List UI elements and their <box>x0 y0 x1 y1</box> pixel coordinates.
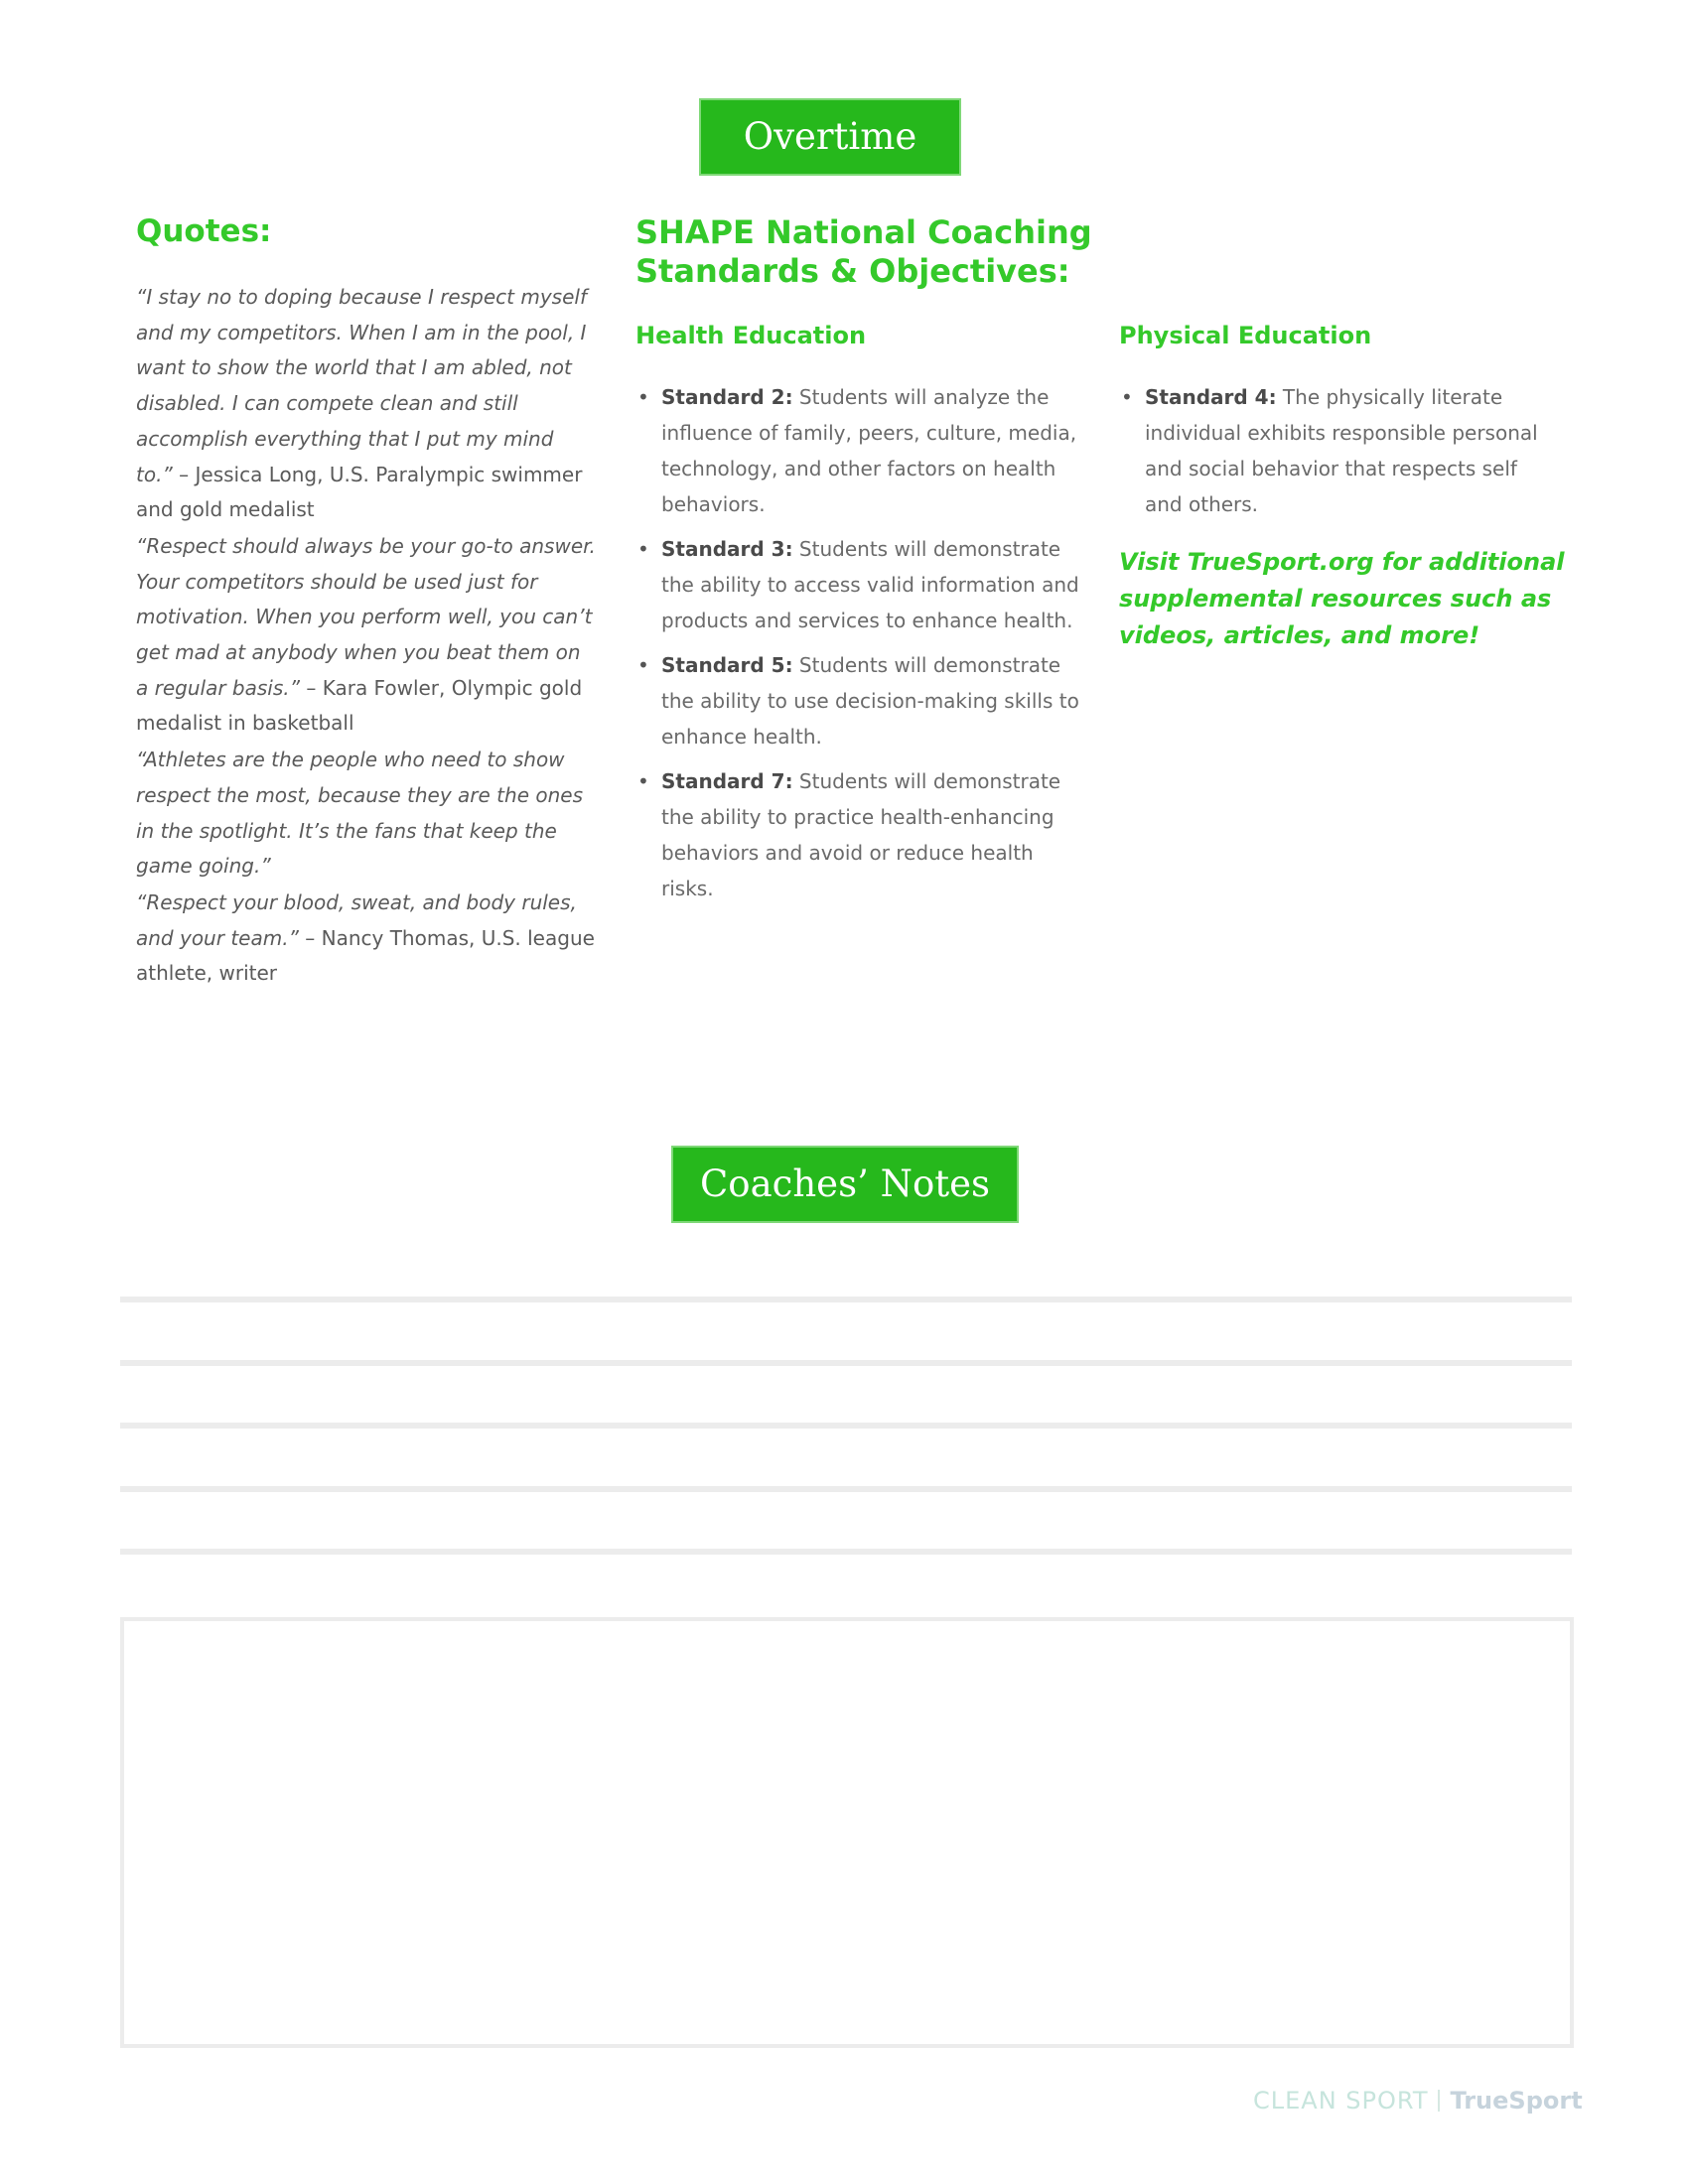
quote-item <box>136 280 596 528</box>
standard-text: Students will demonstrate the ability to access valid information and products and services to enhance health. <box>661 537 1079 632</box>
list-item <box>635 531 1087 638</box>
standard-text: The physically literate individual exhibits responsible personal and social behavior that respects self and others. <box>1145 385 1538 516</box>
overtime-banner: Overtime <box>699 98 961 176</box>
list-item <box>1119 379 1556 522</box>
health-education-heading: Health Education <box>635 322 867 349</box>
quote-author: – Kara Fowler, Olympic gold medalist in basketball <box>136 675 583 736</box>
quote-item <box>136 529 596 742</box>
coaches-notes-banner: Coaches’ Notes <box>671 1146 1019 1223</box>
truesport-logo-text: TrueSport <box>1450 2087 1583 2115</box>
quote-text: “I stay no to doping because I respect myself and my competitors. When I am in the pool, I want to show the world that I am abled, not disabled. I can compete clean and still accomplish everything that I put my mind to.” <box>136 285 587 486</box>
quote-author: – Nancy Thomas, U.S. league athlete, writer <box>136 925 595 986</box>
notes-box[interactable] <box>120 1617 1574 2048</box>
quote-item <box>136 886 596 992</box>
health-standards-list <box>635 379 1087 915</box>
standard-label: Standard 2: <box>661 385 793 409</box>
quote-author: – Jessica Long, U.S. Paralympic swimmer and gold medalist <box>136 462 583 522</box>
list-item <box>635 647 1087 754</box>
quote-text: “Athletes are the people who need to show respect the most, because they are the ones in the spotlight. It’s the fans that keep the game going.” <box>136 748 583 879</box>
note-line[interactable] <box>120 1297 1572 1302</box>
standard-text: Students will demonstrate the ability to use decision-making skills to enhance health. <box>661 653 1079 749</box>
visit-truesport-note: Visit TrueSport.org for additional supplemental resources such as videos, articles, and more! <box>1119 548 1565 649</box>
standard-label: Standard 5: <box>661 653 793 677</box>
standard-text: Students will demonstrate the ability to practice health-enhancing behaviors and avoid or reduce health risks. <box>661 769 1061 900</box>
quote-item <box>136 743 596 885</box>
footer-logo <box>1253 2087 1583 2115</box>
logo-divider <box>1438 2090 1440 2112</box>
quote-text: “Respect should always be your go-to answer. Your competitors should be used just for motivation. When you perform well, you can’t get mad at anybody when you beat them on a regular basis.” <box>136 533 596 700</box>
list-item <box>635 379 1087 522</box>
standard-text: Students will analyze the influence of family, peers, culture, media, technology, and other factors on health behaviors. <box>661 385 1077 516</box>
standard-label: Standard 4: <box>1145 385 1277 409</box>
clean-sport-logo-text: CLEAN SPORT <box>1253 2087 1429 2115</box>
list-item <box>635 763 1087 906</box>
standard-label: Standard 3: <box>661 537 793 561</box>
quotes-heading: Quotes: <box>136 213 272 249</box>
note-line[interactable] <box>120 1549 1572 1555</box>
quotes-list <box>136 280 596 993</box>
shape-standards-heading: SHAPE National Coaching Standards & Objectives: <box>635 213 1092 290</box>
quote-text: “Respect your blood, sweat, and body rules, and your team.” <box>136 889 577 950</box>
note-line[interactable] <box>120 1360 1572 1366</box>
pe-standards-list <box>1119 379 1556 531</box>
standard-label: Standard 7: <box>661 769 793 793</box>
note-line[interactable] <box>120 1423 1572 1429</box>
note-line[interactable] <box>120 1486 1572 1492</box>
physical-education-heading: Physical Education <box>1119 322 1372 349</box>
